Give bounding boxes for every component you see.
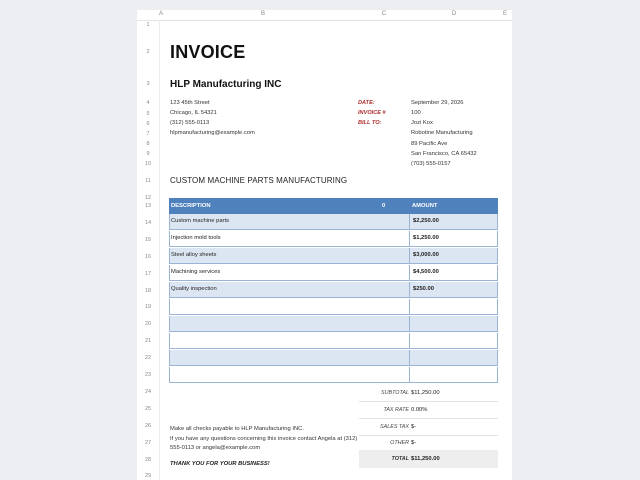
totals-divider	[359, 401, 498, 402]
totals-divider	[359, 435, 498, 436]
column-header-bar	[137, 10, 512, 21]
item-amount: $4,500.00	[413, 269, 439, 275]
column-header-c[interactable]: C	[381, 11, 387, 17]
table-row-empty[interactable]	[169, 299, 498, 315]
payable-note[interactable]: Make all checks payable to HLP Manufacturing INC.	[170, 426, 304, 432]
item-amount: $1,250.00	[413, 235, 439, 241]
row-header[interactable]: 3	[146, 81, 150, 87]
row-header[interactable]: 27	[144, 440, 152, 446]
row-header[interactable]: 15	[144, 237, 152, 243]
bill-to-label[interactable]: BILL TO:	[358, 120, 382, 126]
amount-column-header[interactable]: AMOUNT	[412, 203, 438, 209]
table-row-empty[interactable]	[169, 316, 498, 332]
item-description: Machining services	[171, 269, 221, 275]
row-header[interactable]: 18	[144, 288, 152, 294]
other-label[interactable]: OTHER	[390, 440, 409, 446]
bill-to-phone[interactable]: (703) 555-0157	[411, 161, 451, 167]
total-value[interactable]: $11,250.00	[411, 456, 440, 462]
subtotal-label[interactable]: SUBTOTAL	[381, 390, 409, 396]
row-header[interactable]: 17	[144, 271, 152, 277]
company-street[interactable]: 123 45th Street	[170, 100, 210, 106]
invoice-number-value[interactable]: 100	[411, 110, 421, 116]
item-amount: $250.00	[413, 286, 434, 292]
row-header[interactable]: 8	[146, 141, 150, 147]
column-divider	[409, 367, 410, 382]
row-header[interactable]: 5	[146, 111, 150, 117]
company-name[interactable]: HLP Manufacturing INC	[170, 79, 282, 90]
row-header[interactable]: 20	[144, 321, 152, 327]
total-label[interactable]: TOTAL	[391, 456, 409, 462]
items-table-header	[169, 198, 498, 214]
table-row[interactable]	[169, 265, 498, 281]
item-description: Quality inspection	[171, 286, 217, 292]
column-header-b[interactable]: B	[260, 11, 266, 17]
row-header[interactable]: 26	[144, 423, 152, 429]
column-header-e[interactable]: E	[502, 11, 508, 17]
spreadsheet-sheet[interactable]	[137, 10, 512, 480]
item-description: Injection mold tools	[171, 235, 221, 241]
bill-to-city[interactable]: San Francisco, CA 65432	[411, 151, 477, 157]
column-header-a[interactable]: A	[158, 11, 164, 17]
company-email[interactable]: hlpmanufacturing@example.com	[170, 130, 255, 136]
row-header[interactable]: 29	[144, 473, 152, 479]
bill-to-street[interactable]: 89 Pacific Ave	[411, 141, 448, 147]
item-amount: $2,250.00	[413, 218, 439, 224]
table-row-empty[interactable]	[169, 333, 498, 349]
subtotal-value[interactable]: $11,250.00	[411, 390, 440, 396]
row-header[interactable]: 22	[144, 355, 152, 361]
item-amount: $3,000.00	[413, 252, 439, 258]
invoice-number-label[interactable]: INVOICE #	[358, 110, 386, 116]
tax-rate-value[interactable]: 0.00%	[411, 407, 428, 413]
table-row[interactable]	[169, 248, 498, 264]
row-header[interactable]: 10	[144, 161, 152, 167]
column-divider	[409, 248, 410, 263]
row-header[interactable]: 12	[144, 195, 152, 201]
item-description: Steel alloy sheets	[171, 252, 217, 258]
column-divider	[409, 350, 410, 365]
column-divider	[409, 333, 410, 348]
row-header[interactable]: 23	[144, 372, 152, 378]
date-value[interactable]: September 29, 2026	[411, 100, 464, 106]
column-divider	[409, 282, 410, 297]
questions-note-line1[interactable]: If you have any questions concerning this invoice contact Angela at (312)	[170, 436, 358, 442]
column-divider	[409, 231, 410, 246]
row-header[interactable]: 13	[144, 203, 152, 209]
questions-note-line2[interactable]: 555-0113 or angela@example.com	[170, 445, 261, 451]
column-divider	[409, 299, 410, 314]
other-value[interactable]: $-	[411, 440, 417, 446]
table-row[interactable]	[169, 231, 498, 247]
bill-to-name[interactable]: Jozi Kox	[411, 120, 433, 126]
row-header[interactable]: 14	[144, 220, 152, 226]
column-divider	[409, 316, 410, 331]
sales-tax-value[interactable]: $-	[411, 424, 417, 430]
sales-tax-label[interactable]: SALES TAX	[380, 424, 409, 430]
totals-divider	[359, 418, 498, 419]
column-divider	[409, 214, 410, 229]
row-header[interactable]: 2	[146, 49, 150, 55]
invoice-title[interactable]: INVOICE	[170, 42, 246, 62]
row-header[interactable]: 21	[144, 338, 152, 344]
date-label[interactable]: DATE:	[358, 100, 375, 106]
tax-rate-label[interactable]: TAX RATE	[383, 407, 409, 413]
bill-to-company[interactable]: Robotine Manufacturing	[411, 130, 473, 136]
company-phone[interactable]: (312) 555-0113	[170, 120, 210, 126]
row-header-bar	[137, 20, 160, 480]
column-header-d[interactable]: D	[451, 11, 457, 17]
row-header[interactable]: 28	[144, 457, 152, 463]
table-row[interactable]	[169, 214, 498, 230]
table-row[interactable]	[169, 282, 498, 298]
mark-column-header[interactable]: 0	[382, 203, 386, 209]
row-header[interactable]: 9	[146, 151, 150, 157]
thank-you-note[interactable]: THANK YOU FOR YOUR BUSINESS!	[170, 461, 270, 467]
row-header[interactable]: 19	[144, 304, 152, 310]
company-city[interactable]: Chicago, IL 54321	[170, 110, 217, 116]
row-header[interactable]: 24	[144, 389, 152, 395]
column-divider	[409, 265, 410, 280]
row-header[interactable]: 1	[146, 22, 150, 28]
description-column-header[interactable]: DESCRIPTION	[171, 203, 211, 209]
row-header[interactable]: 16	[144, 254, 152, 260]
table-row-empty[interactable]	[169, 367, 498, 383]
row-header[interactable]: 4	[146, 100, 150, 106]
table-row-empty[interactable]	[169, 350, 498, 366]
row-header[interactable]: 11	[145, 178, 151, 184]
item-description: Custom machine parts	[171, 218, 229, 224]
section-title[interactable]: CUSTOM MACHINE PARTS MANUFACTURING	[170, 176, 348, 185]
row-header[interactable]: 25	[144, 406, 152, 412]
row-header[interactable]: 7	[146, 131, 150, 137]
row-header[interactable]: 6	[146, 121, 150, 127]
